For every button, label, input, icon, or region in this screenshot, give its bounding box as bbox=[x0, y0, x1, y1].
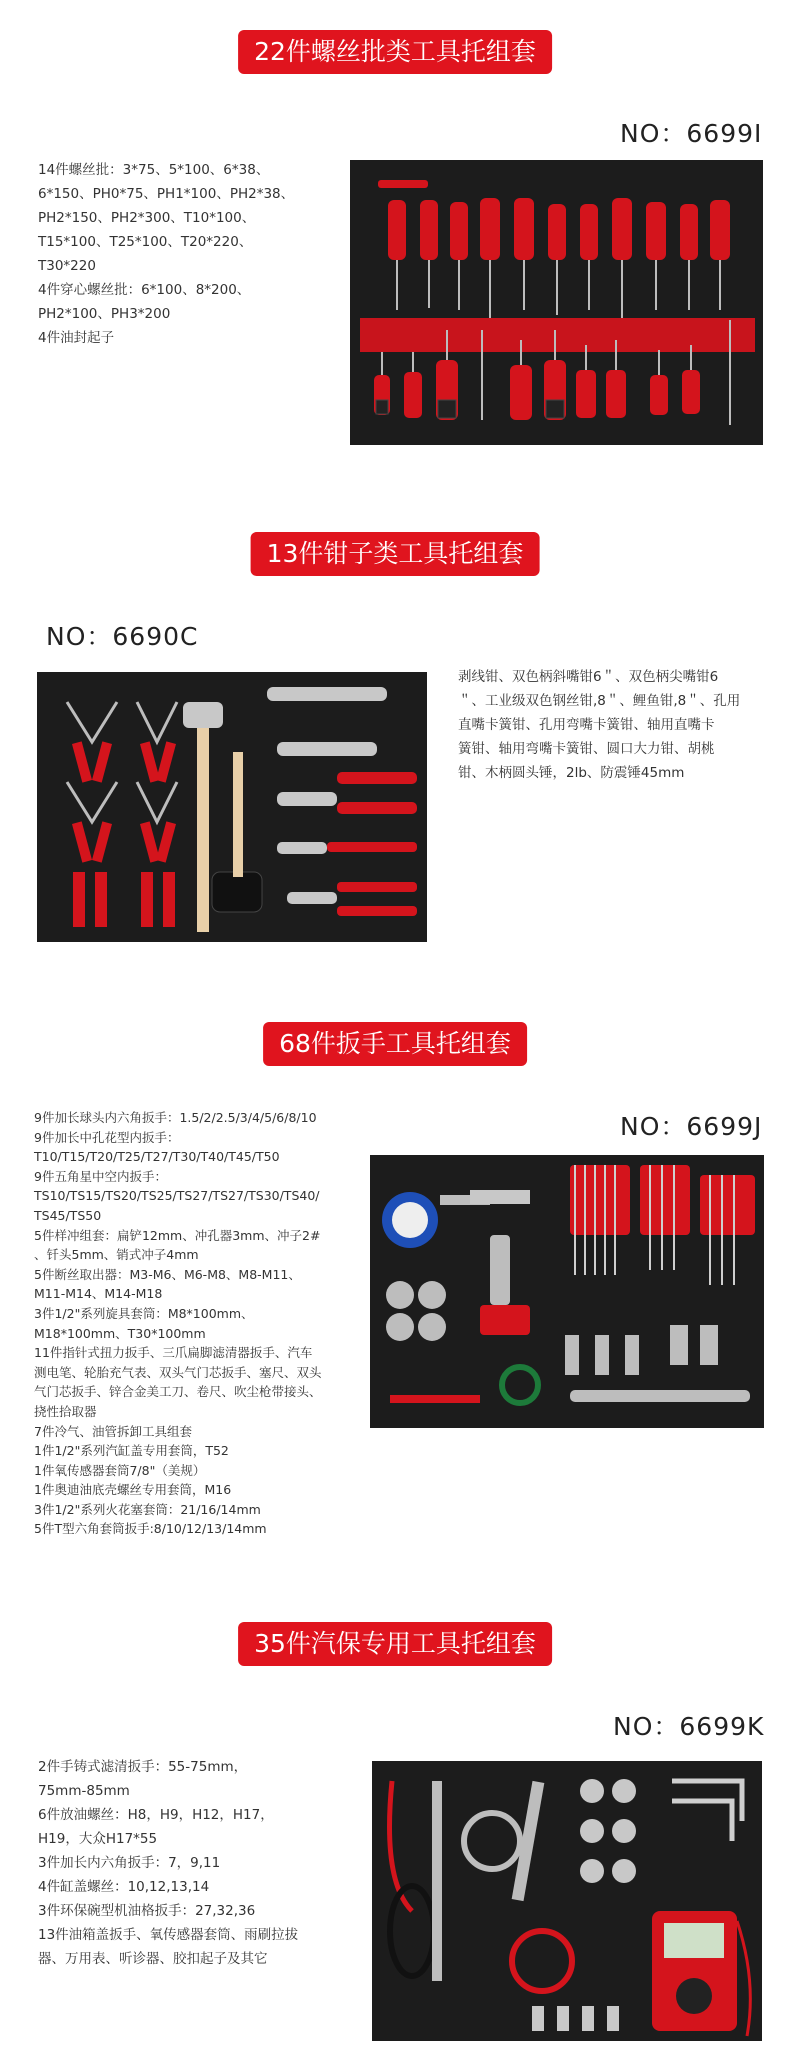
description-line: T30*220 bbox=[38, 258, 96, 274]
description-line: T15*100、T25*100、T20*220、 bbox=[38, 234, 253, 250]
description bbox=[38, 1755, 298, 1971]
description-line: 1件奥迪油底壳螺丝专用套筒，M16 bbox=[34, 1482, 232, 1498]
description-line: 9件五角星中空内扳手： bbox=[34, 1168, 167, 1184]
description-line: PH2*150、PH2*300、T10*100、 bbox=[38, 210, 256, 226]
description-line: 器、万用表、听诊器、胶扣起子及其它 bbox=[38, 1951, 268, 1967]
description-line: 11件指针式扭力扳手、三爪扁脚滤清器扳手、汽车 bbox=[34, 1345, 313, 1361]
description-line: 7件冷气、油管拆卸工具组套 bbox=[34, 1423, 192, 1439]
description-line: 13件油箱盖扳手、氧传感器套筒、雨刷拉拔 bbox=[38, 1927, 299, 1943]
description-line: 挠性拾取器 bbox=[34, 1403, 97, 1419]
description-line: 剥线钳、双色柄斜嘴钳6＂、双色柄尖嘴钳6 bbox=[458, 669, 719, 685]
description-line: 、钎头5mm、销式冲子4mm bbox=[34, 1247, 199, 1263]
description-line: 6件放油螺丝：H8，H9，H12，H17， bbox=[38, 1807, 274, 1823]
wrench-tray-photo bbox=[370, 1155, 764, 1428]
model-number: NO：6699I bbox=[620, 119, 763, 148]
pliers-tray-photo bbox=[37, 672, 427, 942]
description-line: H19，大众H17*55 bbox=[38, 1831, 158, 1847]
section-title-banner: 35件汽保专用工具托组套 bbox=[238, 1622, 552, 1666]
description-line: 3件1/2"系列旋具套筒：M8*100mm、 bbox=[34, 1305, 254, 1321]
model-number: NO：6699J bbox=[620, 1112, 763, 1141]
section-title-banner: 68件扳手工具托组套 bbox=[263, 1022, 527, 1066]
description-line: 测电笔、轮胎充气表、双头气门芯扳手、塞尺、双头 bbox=[34, 1364, 322, 1380]
description bbox=[38, 158, 294, 350]
description bbox=[34, 1108, 322, 1539]
description-line: TS10/TS15/TS20/TS25/TS27/TS27/TS30/TS40/ bbox=[34, 1188, 320, 1204]
description-line: ＂、工业级双色钢丝钳,8＂、鲤鱼钳,8＂、孔用 bbox=[458, 693, 741, 709]
auto-service-tray-photo bbox=[372, 1761, 762, 2041]
description-line: 4件油封起子 bbox=[38, 330, 115, 346]
description-line: M18*100mm、T30*100mm bbox=[34, 1325, 206, 1341]
description-line: M11-M14、M14-M18 bbox=[34, 1286, 163, 1302]
description-line: 5件T型六角套筒扳手:8/10/12/13/14mm bbox=[34, 1521, 267, 1537]
description bbox=[458, 665, 740, 785]
description-line: 气门芯扳手、锌合金美工刀、卷尺、吹尘枪带接头、 bbox=[34, 1384, 322, 1400]
section-auto-service bbox=[0, 1615, 790, 2056]
section-screwdrivers bbox=[0, 0, 790, 460]
description-line: 9件加长中孔花型内扳手： bbox=[34, 1129, 180, 1145]
section-wrenches bbox=[0, 1020, 790, 1580]
description-line: 3件加长内六角扳手：7，9,11 bbox=[38, 1855, 221, 1871]
description-line: 6*150、PH0*75、PH1*100、PH2*38、 bbox=[38, 186, 295, 202]
section-pliers bbox=[0, 520, 790, 960]
model-number: NO：6699K bbox=[613, 1712, 765, 1741]
description-line: 钳、木柄圆头锤，2lb、防震锤45mm bbox=[458, 765, 685, 781]
description-line: 1件1/2"系列汽缸盖专用套筒，T52 bbox=[34, 1443, 229, 1459]
description-line: 簧钳、轴用弯嘴卡簧钳、圆口大力钳、胡桃 bbox=[458, 741, 715, 757]
description-line: 5件样冲组套：扁铲12mm、冲孔器3mm、冲子2# bbox=[34, 1227, 321, 1243]
description-line: TS45/TS50 bbox=[34, 1207, 102, 1223]
description-line: 4件穿心螺丝批：6*100、8*200、 bbox=[38, 282, 251, 298]
description-line: 2件手铸式滤清扳手：55-75mm， bbox=[38, 1759, 248, 1775]
model-number: NO：6690C bbox=[46, 622, 199, 651]
description-line: 3件1/2"系列火花塞套筒：21/16/14mm bbox=[34, 1501, 261, 1517]
section-title-banner: 13件钳子类工具托组套 bbox=[251, 532, 540, 576]
description-line: 4件缸盖螺丝：10,12,13,14 bbox=[38, 1879, 210, 1895]
section-title-banner: 22件螺丝批类工具托组套 bbox=[238, 30, 552, 74]
description-line: 9件加长球头内六角扳手：1.5/2/2.5/3/4/5/6/8/10 bbox=[34, 1110, 317, 1125]
description-line: 14件螺丝批：3*75、5*100、6*38、 bbox=[38, 162, 270, 178]
description-line: PH2*100、PH3*200 bbox=[38, 306, 171, 322]
description-line: 直嘴卡簧钳、孔用弯嘴卡簧钳、轴用直嘴卡 bbox=[458, 717, 715, 733]
screwdriver-tray-photo bbox=[350, 160, 763, 445]
description-line: 1件氧传感器套筒7/8"（美规） bbox=[34, 1462, 206, 1478]
description-line: 5件断丝取出器：M3-M6、M6-M8、M8-M11、 bbox=[34, 1266, 301, 1282]
description-line: 75mm-85mm bbox=[38, 1783, 130, 1799]
description-line: T10/T15/T20/T25/T27/T30/T40/T45/T50 bbox=[34, 1149, 280, 1165]
description-line: 3件环保碗型机油格扳手：27,32,36 bbox=[38, 1903, 256, 1919]
